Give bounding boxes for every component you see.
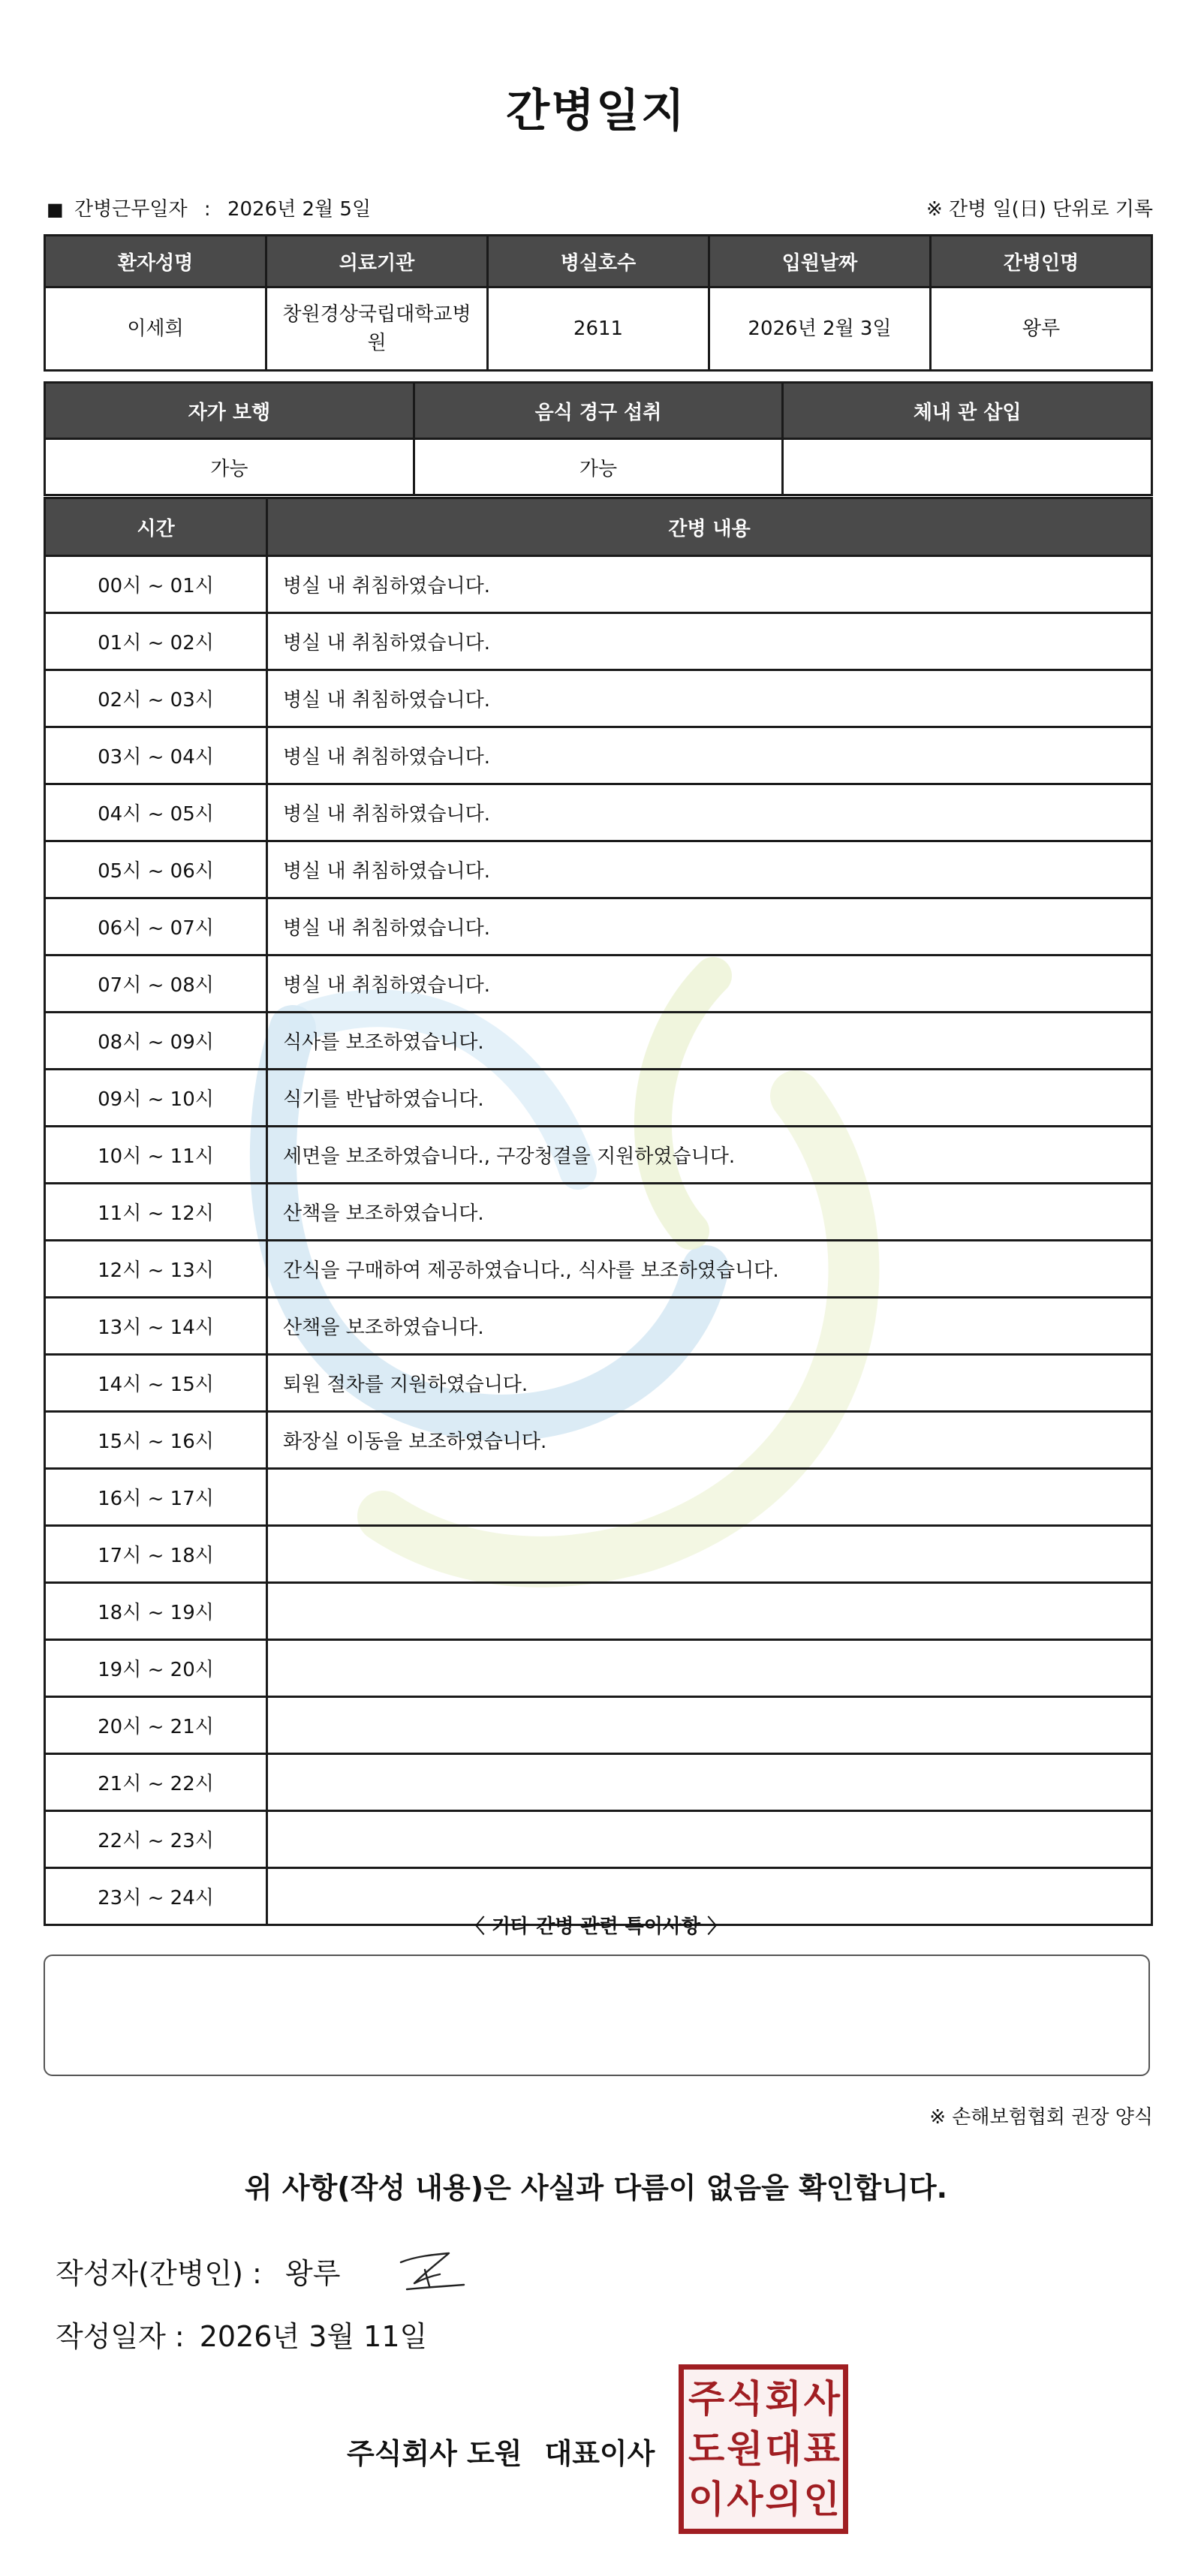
oral-intake-value: 가능 — [414, 439, 783, 495]
log-row — [45, 1298, 1152, 1355]
log-content — [267, 1469, 1152, 1526]
log-row — [45, 1469, 1152, 1526]
log-time: 16시 ~ 17시 — [45, 1469, 267, 1526]
log-time: 07시 ~ 08시 — [45, 955, 267, 1013]
writer-label: 작성자(간병인) : — [56, 2257, 262, 2290]
work-date-line — [47, 194, 371, 221]
log-time: 06시 ~ 07시 — [45, 898, 267, 955]
log-time: 21시 ~ 22시 — [45, 1754, 267, 1811]
log-row — [45, 1355, 1152, 1412]
patient-status-table — [44, 381, 1153, 496]
record-unit-note: ※ 간병 일(日) 단위로 기록 — [926, 198, 1153, 221]
seal-character: 도 — [688, 2427, 724, 2471]
log-content: 산책을 보조하였습니다. — [267, 1184, 1152, 1241]
log-content — [267, 1754, 1152, 1811]
log-content: 화장실 이동을 보조하였습니다. — [267, 1412, 1152, 1469]
log-content: 병실 내 취침하였습니다. — [267, 955, 1152, 1013]
log-time: 20시 ~ 21시 — [45, 1697, 267, 1754]
log-row — [45, 955, 1152, 1013]
log-time: 23시 ~ 24시 — [45, 1868, 267, 1925]
seal-character: 의 — [765, 2477, 800, 2521]
seal-character: 원 — [727, 2427, 762, 2471]
log-content: 병실 내 취침하였습니다. — [267, 613, 1152, 670]
seal-character: 대 — [765, 2427, 800, 2471]
log-row — [45, 1013, 1152, 1070]
seal-character: 인 — [803, 2477, 838, 2521]
written-date-line — [56, 2313, 427, 2355]
log-time: 12시 ~ 13시 — [45, 1241, 267, 1298]
log-content: 산책을 보조하였습니다. — [267, 1298, 1152, 1355]
log-row — [45, 1412, 1152, 1469]
log-content: 세면을 보조하였습니다., 구강청결을 지원하였습니다. — [267, 1127, 1152, 1184]
work-date-colon: : — [203, 198, 211, 221]
log-row — [45, 727, 1152, 784]
log-content: 병실 내 취침하였습니다. — [267, 556, 1152, 613]
seal-character: 주 — [688, 2377, 724, 2421]
log-time: 00시 ~ 01시 — [45, 556, 267, 613]
seal-character: 사 — [727, 2477, 762, 2521]
header-room: 병실호수 — [488, 236, 709, 287]
log-content — [267, 1526, 1152, 1583]
patient-name: 이세희 — [45, 287, 266, 371]
log-time: 10시 ~ 11시 — [45, 1127, 267, 1184]
header-care-content: 간병 내용 — [267, 498, 1152, 556]
written-date-value: 2026년 3월 11일 — [199, 2320, 428, 2353]
log-content — [267, 1811, 1152, 1868]
log-content — [267, 1640, 1152, 1697]
log-time: 15시 ~ 16시 — [45, 1412, 267, 1469]
tube-value — [783, 439, 1152, 495]
log-time: 01시 ~ 02시 — [45, 613, 267, 670]
writer-line — [56, 2250, 340, 2292]
handwritten-signature — [393, 2240, 468, 2300]
log-content: 간식을 구매하여 제공하였습니다., 식사를 보조하였습니다. — [267, 1241, 1152, 1298]
log-row — [45, 556, 1152, 613]
log-time: 09시 ~ 10시 — [45, 1070, 267, 1127]
header-caregiver: 간병인명 — [931, 236, 1152, 287]
log-row — [45, 1070, 1152, 1127]
log-time: 11시 ~ 12시 — [45, 1184, 267, 1241]
log-time: 22시 ~ 23시 — [45, 1811, 267, 1868]
seal-character: 사 — [803, 2377, 838, 2421]
log-row — [45, 1811, 1152, 1868]
writer-name: 왕루 — [285, 2257, 341, 2290]
header-admission-date: 입원날짜 — [709, 236, 931, 287]
log-row — [45, 613, 1152, 670]
log-row — [45, 1184, 1152, 1241]
special-notes-title: 〈 기타 간병 관련 특이사항 〉 — [465, 1915, 727, 1938]
log-time: 04시 ~ 05시 — [45, 784, 267, 841]
work-date-label: 간병근무일자 — [74, 198, 188, 221]
walking-value: 가능 — [45, 439, 414, 495]
log-content: 병실 내 취침하였습니다. — [267, 841, 1152, 898]
seal-line-2 — [688, 2424, 838, 2475]
written-date-label: 작성일자 : — [56, 2320, 185, 2353]
header-patient-name: 환자성명 — [45, 236, 266, 287]
seal-character: 표 — [803, 2427, 838, 2471]
log-row — [45, 1127, 1152, 1184]
patient-info-table — [44, 234, 1153, 372]
header-oral-intake: 음식 경구 섭취 — [414, 383, 783, 439]
log-content: 병실 내 취침하였습니다. — [267, 670, 1152, 727]
log-row — [45, 898, 1152, 955]
log-row — [45, 1526, 1152, 1583]
company-line — [347, 2430, 655, 2472]
seal-character: 이 — [688, 2477, 724, 2521]
log-time: 08시 ~ 09시 — [45, 1013, 267, 1070]
seal-character: 식 — [727, 2377, 762, 2421]
log-content: 병실 내 취침하였습니다. — [267, 784, 1152, 841]
company-seal-stamp — [679, 2364, 848, 2534]
company-name: 주식회사 도원 — [347, 2437, 522, 2470]
confirmation-statement: 위 사항(작성 내용)은 사실과 다름이 없음을 확인합니다. — [244, 2171, 948, 2204]
company-role: 대표이사 — [544, 2437, 655, 2470]
document-title: 간병일지 — [506, 85, 686, 137]
log-content: 식사를 보조하였습니다. — [267, 1013, 1152, 1070]
log-time: 17시 ~ 18시 — [45, 1526, 267, 1583]
log-content: 병실 내 취침하였습니다. — [267, 898, 1152, 955]
header-time: 시간 — [45, 498, 267, 556]
log-content — [267, 1697, 1152, 1754]
room-number: 2611 — [488, 287, 709, 371]
log-content: 병실 내 취침하였습니다. — [267, 727, 1152, 784]
header-hospital: 의료기관 — [266, 236, 488, 287]
square-bullet-icon: ■ — [47, 199, 64, 220]
log-row — [45, 1583, 1152, 1640]
log-content: 식기를 반납하였습니다. — [267, 1070, 1152, 1127]
log-row — [45, 670, 1152, 727]
log-row — [45, 1640, 1152, 1697]
header-walking: 자가 보행 — [45, 383, 414, 439]
log-time: 19시 ~ 20시 — [45, 1640, 267, 1697]
recommended-form-note: ※ 손해보험협회 권장 양식 — [929, 2106, 1153, 2129]
log-time: 03시 ~ 04시 — [45, 727, 267, 784]
special-notes-box — [44, 1955, 1150, 2076]
seal-character: 회 — [765, 2377, 800, 2421]
seal-line-3 — [688, 2474, 838, 2524]
header-tube: 체내 관 삽입 — [783, 383, 1152, 439]
log-row — [45, 1754, 1152, 1811]
log-time: 05시 ~ 06시 — [45, 841, 267, 898]
log-time: 18시 ~ 19시 — [45, 1583, 267, 1640]
log-content — [267, 1583, 1152, 1640]
admission-date: 2026년 2월 3일 — [709, 287, 931, 371]
care-log-table — [44, 497, 1153, 1926]
caregiver-name: 왕루 — [931, 287, 1152, 371]
log-time: 13시 ~ 14시 — [45, 1298, 267, 1355]
log-row — [45, 1241, 1152, 1298]
log-time: 02시 ~ 03시 — [45, 670, 267, 727]
log-time: 14시 ~ 15시 — [45, 1355, 267, 1412]
log-content: 퇴원 절차를 지원하였습니다. — [267, 1355, 1152, 1412]
seal-line-1 — [688, 2374, 838, 2424]
log-row — [45, 841, 1152, 898]
work-date-value: 2026년 2월 5일 — [227, 198, 372, 221]
log-row — [45, 784, 1152, 841]
log-row — [45, 1697, 1152, 1754]
hospital-name: 창원경상국립대학교병원 — [266, 287, 488, 371]
